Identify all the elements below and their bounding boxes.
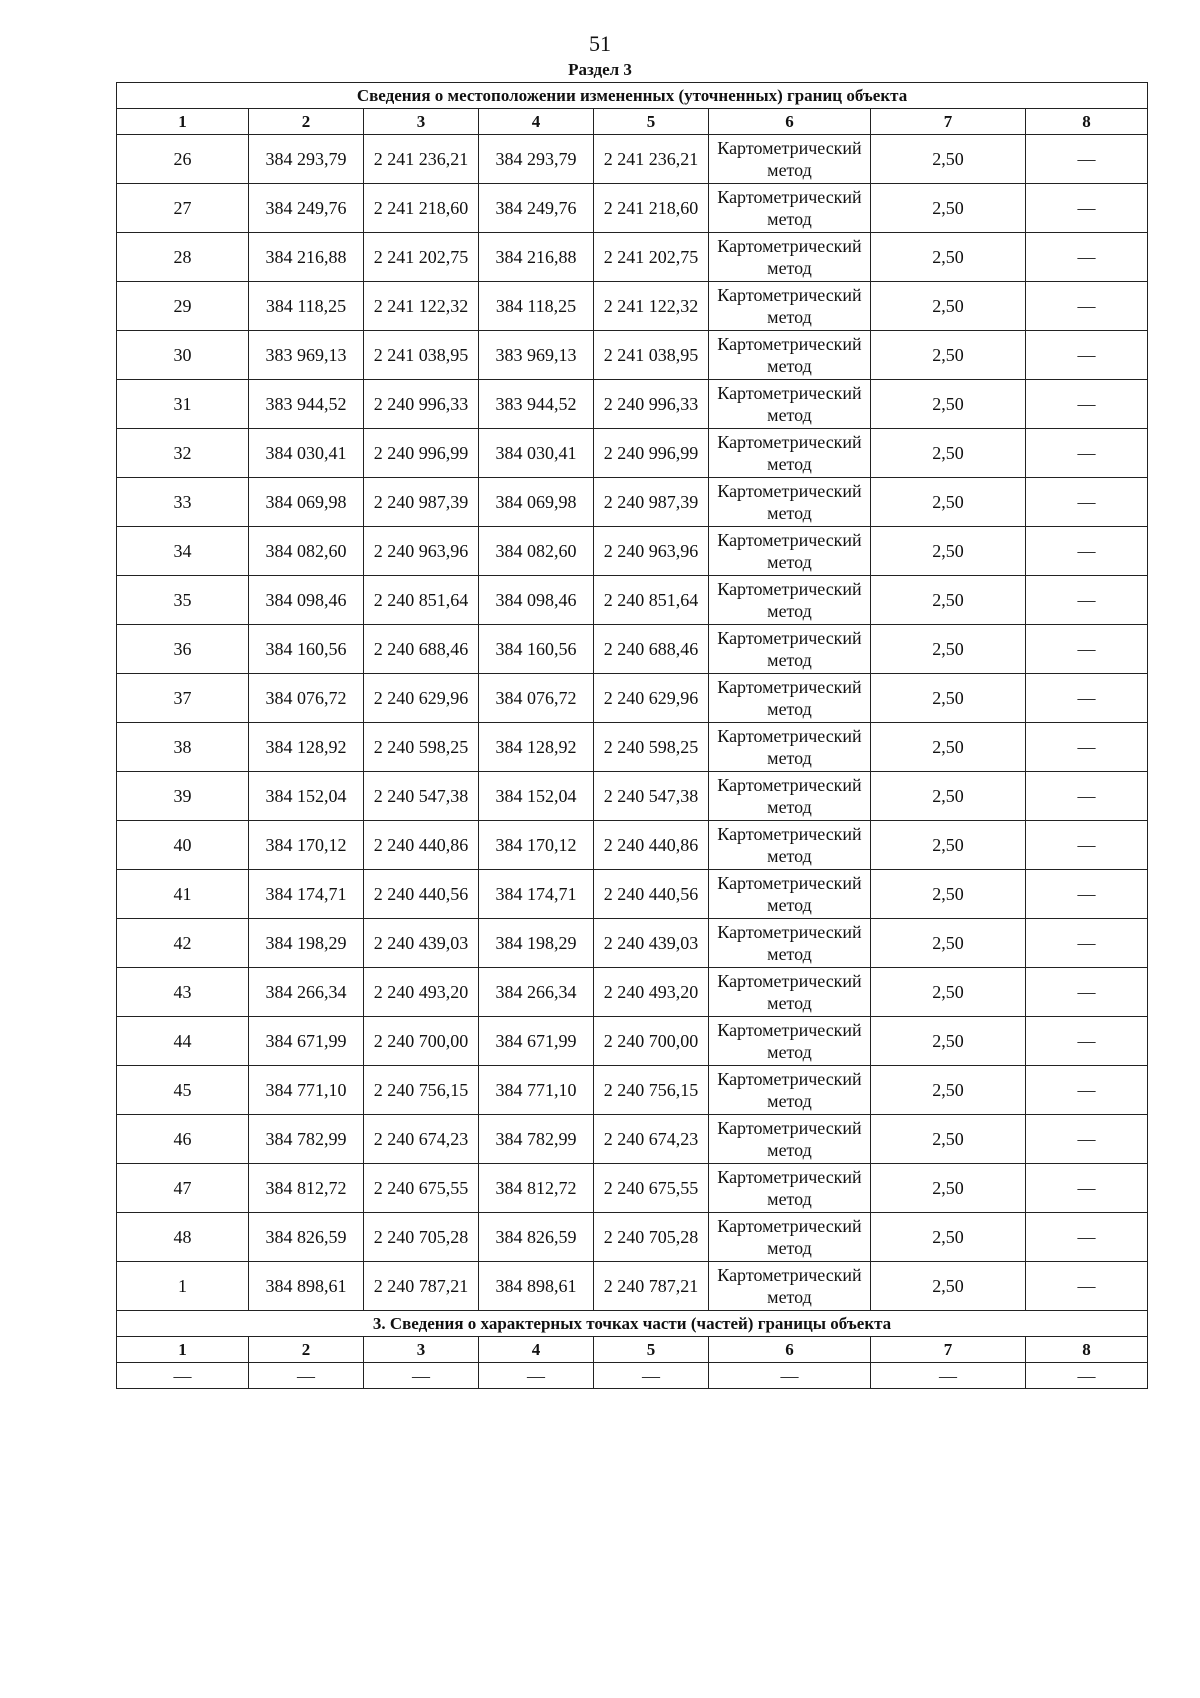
accuracy-cell: 2,50 <box>871 233 1026 282</box>
y-refined-cell: 2 241 202,75 <box>594 233 709 282</box>
column-number: 3 <box>364 109 479 135</box>
x-refined-cell: 384 898,61 <box>479 1262 594 1311</box>
x-refined-cell: 384 128,92 <box>479 723 594 772</box>
method-cell: Картометрический метод <box>709 233 871 282</box>
x-existing-cell: 384 216,88 <box>249 233 364 282</box>
y-refined-cell: 2 240 787,21 <box>594 1262 709 1311</box>
y-refined-cell: 2 240 439,03 <box>594 919 709 968</box>
method-cell: Картометрический метод <box>709 331 871 380</box>
table2-caption: 3. Сведения о характерных точках части (частей) границы объекта <box>117 1311 1148 1337</box>
description-cell: — <box>1026 821 1148 870</box>
y-existing-cell: 2 240 629,96 <box>364 674 479 723</box>
x-refined-cell: 384 160,56 <box>479 625 594 674</box>
description-cell: — <box>1026 625 1148 674</box>
table-row <box>117 1262 1148 1311</box>
accuracy-cell: 2,50 <box>871 1115 1026 1164</box>
description-cell: — <box>1026 1213 1148 1262</box>
description-cell: — <box>1026 576 1148 625</box>
x-existing-cell: 384 198,29 <box>249 919 364 968</box>
y-existing-cell: 2 241 236,21 <box>364 135 479 184</box>
column-number: 8 <box>1026 109 1148 135</box>
y-existing-cell: 2 240 675,55 <box>364 1164 479 1213</box>
method-cell: Картометрический метод <box>709 919 871 968</box>
description-cell: — <box>1026 1066 1148 1115</box>
y-refined-cell: 2 240 987,39 <box>594 478 709 527</box>
method-cell: Картометрический метод <box>709 135 871 184</box>
y-refined-cell: 2 240 675,55 <box>594 1164 709 1213</box>
y-refined-cell: 2 240 629,96 <box>594 674 709 723</box>
method-cell: Картометрический метод <box>709 576 871 625</box>
table-row <box>117 527 1148 576</box>
description-cell: — <box>1026 282 1148 331</box>
point-number-cell: — <box>117 1363 249 1389</box>
accuracy-cell: 2,50 <box>871 282 1026 331</box>
description-cell: — <box>1026 772 1148 821</box>
y-refined-cell: 2 240 440,56 <box>594 870 709 919</box>
accuracy-cell: 2,50 <box>871 870 1026 919</box>
method-cell: Картометрический метод <box>709 821 871 870</box>
x-existing-cell: 384 152,04 <box>249 772 364 821</box>
table-row <box>117 821 1148 870</box>
y-existing-cell: 2 241 038,95 <box>364 331 479 380</box>
page-number: 51 <box>589 31 611 56</box>
point-number-cell: 48 <box>117 1213 249 1262</box>
x-existing-cell: 384 118,25 <box>249 282 364 331</box>
table-row <box>117 282 1148 331</box>
x-refined-cell: 384 812,72 <box>479 1164 594 1213</box>
y-refined-cell: 2 240 851,64 <box>594 576 709 625</box>
y-existing-cell: 2 240 439,03 <box>364 919 479 968</box>
y-existing-cell: 2 241 122,32 <box>364 282 479 331</box>
table-row <box>117 478 1148 527</box>
x-refined-cell: 384 671,99 <box>479 1017 594 1066</box>
table-body <box>117 83 1148 1389</box>
x-refined-cell: 384 152,04 <box>479 772 594 821</box>
y-existing-cell: 2 240 493,20 <box>364 968 479 1017</box>
table-row <box>117 674 1148 723</box>
table-row <box>117 870 1148 919</box>
table-row <box>117 1213 1148 1262</box>
point-number-cell: 27 <box>117 184 249 233</box>
accuracy-cell: 2,50 <box>871 576 1026 625</box>
column-number: 1 <box>117 1337 249 1363</box>
point-number-cell: 36 <box>117 625 249 674</box>
table-row <box>117 1066 1148 1115</box>
description-cell: — <box>1026 1115 1148 1164</box>
point-number-cell: 46 <box>117 1115 249 1164</box>
x-existing-cell: 384 128,92 <box>249 723 364 772</box>
y-refined-cell: 2 240 996,99 <box>594 429 709 478</box>
column-number: 2 <box>249 1337 364 1363</box>
y-existing-cell: 2 240 598,25 <box>364 723 479 772</box>
x-existing-cell: 384 266,34 <box>249 968 364 1017</box>
method-cell: Картометрический метод <box>709 772 871 821</box>
point-number-cell: 31 <box>117 380 249 429</box>
table-row <box>117 135 1148 184</box>
method-cell: Картометрический метод <box>709 1017 871 1066</box>
accuracy-cell: 2,50 <box>871 380 1026 429</box>
method-cell: Картометрический метод <box>709 723 871 772</box>
description-cell: — <box>1026 429 1148 478</box>
y-existing-cell: 2 240 963,96 <box>364 527 479 576</box>
x-existing-cell: 384 170,12 <box>249 821 364 870</box>
accuracy-cell: 2,50 <box>871 478 1026 527</box>
x-existing-cell: 384 771,10 <box>249 1066 364 1115</box>
description-cell: — <box>1026 1017 1148 1066</box>
accuracy-cell: 2,50 <box>871 625 1026 674</box>
method-cell: Картометрический метод <box>709 380 871 429</box>
point-number-cell: 35 <box>117 576 249 625</box>
y-existing-cell: 2 241 218,60 <box>364 184 479 233</box>
x-refined-cell: 384 174,71 <box>479 870 594 919</box>
x-refined-cell: 384 216,88 <box>479 233 594 282</box>
y-refined-cell: 2 241 122,32 <box>594 282 709 331</box>
y-existing-cell: 2 240 996,33 <box>364 380 479 429</box>
table-row <box>117 576 1148 625</box>
method-cell: Картометрический метод <box>709 1262 871 1311</box>
column-number: 2 <box>249 109 364 135</box>
method-cell: Картометрический метод <box>709 1213 871 1262</box>
y-existing-cell: 2 240 700,00 <box>364 1017 479 1066</box>
accuracy-cell: 2,50 <box>871 1213 1026 1262</box>
accuracy-cell: 2,50 <box>871 821 1026 870</box>
x-refined-cell: 384 076,72 <box>479 674 594 723</box>
y-existing-cell: 2 240 787,21 <box>364 1262 479 1311</box>
x-refined-cell: 384 118,25 <box>479 282 594 331</box>
table1-column-numbers-row <box>117 109 1148 135</box>
table-row <box>117 772 1148 821</box>
y-refined-cell: 2 240 705,28 <box>594 1213 709 1262</box>
x-existing-cell: 384 293,79 <box>249 135 364 184</box>
x-refined-cell: 384 082,60 <box>479 527 594 576</box>
point-number-cell: 33 <box>117 478 249 527</box>
table1-caption-row <box>117 83 1148 109</box>
accuracy-cell: 2,50 <box>871 527 1026 576</box>
y-refined-cell: 2 240 440,86 <box>594 821 709 870</box>
description-cell: — <box>1026 1262 1148 1311</box>
table-row <box>117 1017 1148 1066</box>
y-refined-cell: — <box>594 1363 709 1389</box>
x-refined-cell: 384 198,29 <box>479 919 594 968</box>
method-cell: Картометрический метод <box>709 870 871 919</box>
x-refined-cell: 384 069,98 <box>479 478 594 527</box>
point-number-cell: 39 <box>117 772 249 821</box>
x-refined-cell: 383 944,52 <box>479 380 594 429</box>
description-cell: — <box>1026 380 1148 429</box>
x-refined-cell: 384 266,34 <box>479 968 594 1017</box>
x-refined-cell: 384 826,59 <box>479 1213 594 1262</box>
table-row <box>117 919 1148 968</box>
table-row <box>117 968 1148 1017</box>
x-refined-cell: 384 249,76 <box>479 184 594 233</box>
x-refined-cell: — <box>479 1363 594 1389</box>
description-cell: — <box>1026 233 1148 282</box>
method-cell: Картометрический метод <box>709 478 871 527</box>
y-refined-cell: 2 240 756,15 <box>594 1066 709 1115</box>
y-existing-cell: 2 240 547,38 <box>364 772 479 821</box>
point-number-cell: 40 <box>117 821 249 870</box>
method-cell: Картометрический метод <box>709 1115 871 1164</box>
description-cell: — <box>1026 674 1148 723</box>
y-refined-cell: 2 241 038,95 <box>594 331 709 380</box>
y-existing-cell: 2 240 688,46 <box>364 625 479 674</box>
table-row <box>117 429 1148 478</box>
point-number-cell: 37 <box>117 674 249 723</box>
accuracy-cell: 2,50 <box>871 1066 1026 1115</box>
y-refined-cell: 2 240 674,23 <box>594 1115 709 1164</box>
point-number-cell: 45 <box>117 1066 249 1115</box>
x-existing-cell: 384 076,72 <box>249 674 364 723</box>
x-existing-cell: 383 969,13 <box>249 331 364 380</box>
x-refined-cell: 384 170,12 <box>479 821 594 870</box>
description-cell: — <box>1026 331 1148 380</box>
y-refined-cell: 2 240 963,96 <box>594 527 709 576</box>
y-refined-cell: 2 241 236,21 <box>594 135 709 184</box>
column-number: 3 <box>364 1337 479 1363</box>
point-number-cell: 28 <box>117 233 249 282</box>
x-refined-cell: 384 098,46 <box>479 576 594 625</box>
method-cell: Картометрический метод <box>709 282 871 331</box>
table-row <box>117 1164 1148 1213</box>
y-refined-cell: 2 240 996,33 <box>594 380 709 429</box>
x-refined-cell: 384 771,10 <box>479 1066 594 1115</box>
point-number-cell: 1 <box>117 1262 249 1311</box>
y-existing-cell: 2 240 756,15 <box>364 1066 479 1115</box>
point-number-cell: 47 <box>117 1164 249 1213</box>
accuracy-cell: 2,50 <box>871 919 1026 968</box>
method-cell: — <box>709 1363 871 1389</box>
accuracy-cell: 2,50 <box>871 429 1026 478</box>
method-cell: Картометрический метод <box>709 968 871 1017</box>
description-cell: — <box>1026 919 1148 968</box>
x-existing-cell: 384 069,98 <box>249 478 364 527</box>
x-existing-cell: 384 082,60 <box>249 527 364 576</box>
y-refined-cell: 2 240 688,46 <box>594 625 709 674</box>
y-refined-cell: 2 241 218,60 <box>594 184 709 233</box>
y-existing-cell: 2 240 851,64 <box>364 576 479 625</box>
y-existing-cell: 2 240 440,56 <box>364 870 479 919</box>
x-refined-cell: 384 293,79 <box>479 135 594 184</box>
table-row <box>117 331 1148 380</box>
x-existing-cell: 384 098,46 <box>249 576 364 625</box>
x-existing-cell: 384 249,76 <box>249 184 364 233</box>
y-existing-cell: 2 240 996,99 <box>364 429 479 478</box>
x-refined-cell: 384 030,41 <box>479 429 594 478</box>
y-refined-cell: 2 240 493,20 <box>594 968 709 1017</box>
table-row <box>117 233 1148 282</box>
table2-caption-row <box>117 1311 1148 1337</box>
point-number-cell: 42 <box>117 919 249 968</box>
description-cell: — <box>1026 478 1148 527</box>
point-number-cell: 30 <box>117 331 249 380</box>
y-refined-cell: 2 240 598,25 <box>594 723 709 772</box>
accuracy-cell: 2,50 <box>871 772 1026 821</box>
description-cell: — <box>1026 1363 1148 1389</box>
x-existing-cell: 384 898,61 <box>249 1262 364 1311</box>
y-existing-cell: 2 240 440,86 <box>364 821 479 870</box>
point-number-cell: 34 <box>117 527 249 576</box>
x-existing-cell: 384 812,72 <box>249 1164 364 1213</box>
y-existing-cell: 2 241 202,75 <box>364 233 479 282</box>
accuracy-cell: 2,50 <box>871 968 1026 1017</box>
method-cell: Картометрический метод <box>709 1066 871 1115</box>
accuracy-cell: 2,50 <box>871 331 1026 380</box>
point-number-cell: 29 <box>117 282 249 331</box>
x-existing-cell: 384 782,99 <box>249 1115 364 1164</box>
x-refined-cell: 383 969,13 <box>479 331 594 380</box>
method-cell: Картометрический метод <box>709 527 871 576</box>
column-number: 4 <box>479 1337 594 1363</box>
x-existing-cell: 384 826,59 <box>249 1213 364 1262</box>
accuracy-cell: — <box>871 1363 1026 1389</box>
method-cell: Картометрический метод <box>709 429 871 478</box>
description-cell: — <box>1026 184 1148 233</box>
table2-column-numbers-row <box>117 1337 1148 1363</box>
y-existing-cell: 2 240 705,28 <box>364 1213 479 1262</box>
point-number-cell: 32 <box>117 429 249 478</box>
accuracy-cell: 2,50 <box>871 1017 1026 1066</box>
column-number: 7 <box>871 1337 1026 1363</box>
method-cell: Картометрический метод <box>709 184 871 233</box>
section-title: Раздел 3 <box>568 60 632 79</box>
accuracy-cell: 2,50 <box>871 135 1026 184</box>
x-existing-cell: 384 160,56 <box>249 625 364 674</box>
accuracy-cell: 2,50 <box>871 723 1026 772</box>
y-refined-cell: 2 240 700,00 <box>594 1017 709 1066</box>
table1-caption: Сведения о местоположении измененных (уточненных) границ объекта <box>117 83 1148 109</box>
description-cell: — <box>1026 135 1148 184</box>
x-existing-cell: 384 174,71 <box>249 870 364 919</box>
x-refined-cell: 384 782,99 <box>479 1115 594 1164</box>
column-number: 5 <box>594 1337 709 1363</box>
point-number-cell: 38 <box>117 723 249 772</box>
column-number: 5 <box>594 109 709 135</box>
table-row <box>117 1115 1148 1164</box>
column-number: 6 <box>709 1337 871 1363</box>
table-row <box>117 625 1148 674</box>
description-cell: — <box>1026 723 1148 772</box>
table-row <box>117 1363 1148 1389</box>
y-refined-cell: 2 240 547,38 <box>594 772 709 821</box>
description-cell: — <box>1026 870 1148 919</box>
column-number: 6 <box>709 109 871 135</box>
point-number-cell: 44 <box>117 1017 249 1066</box>
column-number: 8 <box>1026 1337 1148 1363</box>
y-existing-cell: 2 240 674,23 <box>364 1115 479 1164</box>
x-existing-cell: 384 030,41 <box>249 429 364 478</box>
accuracy-cell: 2,50 <box>871 674 1026 723</box>
method-cell: Картометрический метод <box>709 1164 871 1213</box>
point-number-cell: 41 <box>117 870 249 919</box>
method-cell: Картометрический метод <box>709 674 871 723</box>
y-existing-cell: 2 240 987,39 <box>364 478 479 527</box>
column-number: 1 <box>117 109 249 135</box>
point-number-cell: 26 <box>117 135 249 184</box>
description-cell: — <box>1026 527 1148 576</box>
x-existing-cell: 383 944,52 <box>249 380 364 429</box>
x-existing-cell: — <box>249 1363 364 1389</box>
y-existing-cell: — <box>364 1363 479 1389</box>
accuracy-cell: 2,50 <box>871 184 1026 233</box>
table-row <box>117 184 1148 233</box>
table-row <box>117 380 1148 429</box>
description-cell: — <box>1026 1164 1148 1213</box>
description-cell: — <box>1026 968 1148 1017</box>
column-number: 7 <box>871 109 1026 135</box>
x-existing-cell: 384 671,99 <box>249 1017 364 1066</box>
point-number-cell: 43 <box>117 968 249 1017</box>
column-number: 4 <box>479 109 594 135</box>
accuracy-cell: 2,50 <box>871 1262 1026 1311</box>
method-cell: Картометрический метод <box>709 625 871 674</box>
accuracy-cell: 2,50 <box>871 1164 1026 1213</box>
coordinates-table <box>116 82 1148 1389</box>
table-row <box>117 723 1148 772</box>
